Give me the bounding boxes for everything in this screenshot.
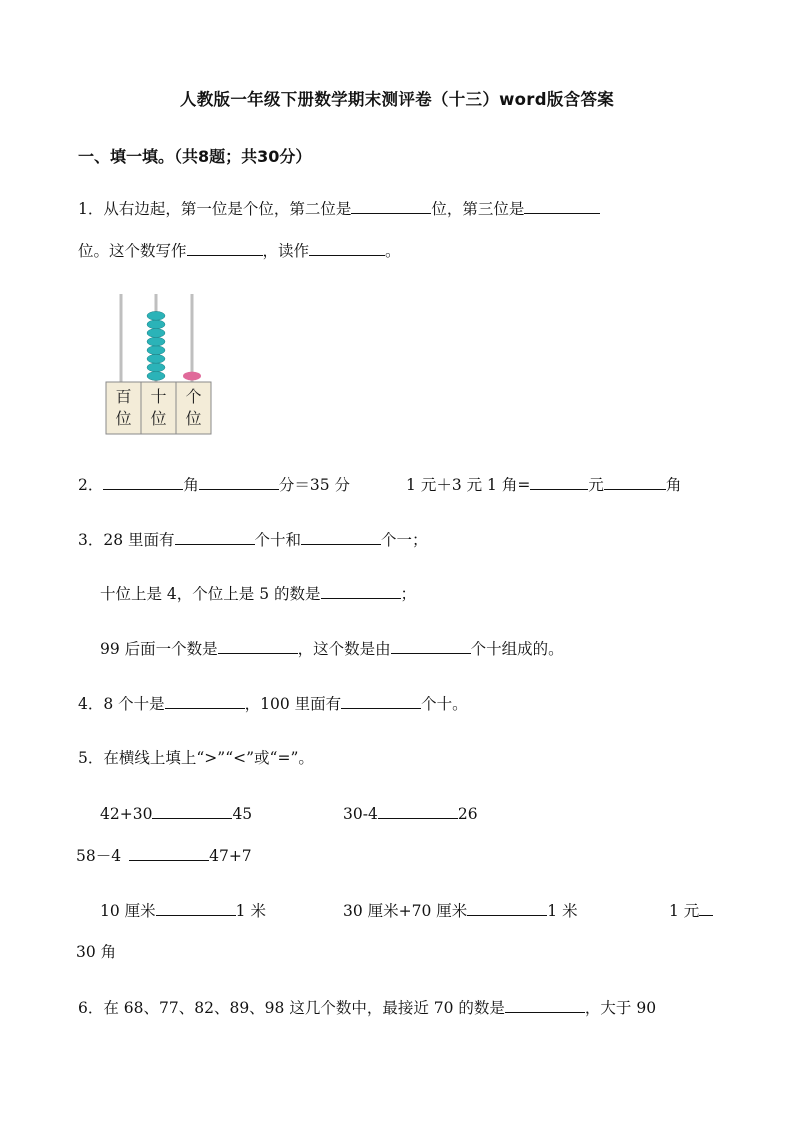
answer-blank[interactable]	[156, 900, 236, 916]
q3-line2: 十位上是 4，个位上是 5 的数是 ；	[100, 585, 417, 603]
abacus-bead	[183, 372, 201, 381]
abacus-label-text: 百	[115, 387, 132, 406]
answer-blank[interactable]	[378, 803, 458, 819]
answer-blank[interactable]	[152, 803, 232, 819]
abacus-bead	[147, 329, 165, 338]
answer-blank[interactable]	[505, 997, 585, 1013]
abacus-bead	[147, 320, 165, 329]
answer-blank[interactable]	[199, 474, 279, 490]
answer-blank[interactable]	[175, 529, 255, 545]
q5-row1-right: 30-4 26	[343, 805, 478, 823]
answer-blank[interactable]	[129, 845, 209, 861]
abacus-bead	[147, 311, 165, 320]
answer-blank[interactable]	[467, 900, 547, 916]
section-heading: 一、填一填。（共8题；共30分）	[78, 147, 312, 166]
q3-line3: 99 后面一个数是 ，这个数是由 个十组成的。	[100, 640, 564, 658]
answer-blank[interactable]	[103, 474, 183, 490]
q5-stem: 5．在横线上填上“>”“<”或“=”。	[78, 749, 314, 767]
answer-blank[interactable]	[351, 198, 431, 214]
q5-row3-left: 10 厘米 1 米	[100, 902, 266, 920]
abacus-rod	[120, 294, 123, 382]
answer-blank[interactable]	[530, 474, 588, 490]
abacus-label-text: 位	[150, 409, 167, 428]
q5-row3-middle: 30 厘米+70 厘米 1 米	[343, 902, 578, 920]
abacus-label-text: 位	[185, 409, 202, 428]
abacus-label-text: 个	[185, 387, 202, 406]
q4-line: 4．8 个十是 ，100 里面有 个十。	[78, 695, 468, 713]
answer-blank[interactable]	[391, 638, 471, 654]
q1-line2: 位。这个数写作 ，读作 。	[78, 242, 401, 260]
abacus-bead	[147, 337, 165, 346]
answer-blank[interactable]	[309, 240, 385, 256]
answer-blank[interactable]	[699, 900, 713, 916]
q3-line1: 3．28 里面有 个十和 个一；	[78, 531, 428, 549]
page-title: 人教版一年级下册数学期末测评卷（十三）word版含答案	[179, 90, 615, 109]
q5-row3-right: 1 元	[669, 900, 713, 921]
answer-blank[interactable]	[218, 638, 298, 654]
answer-blank[interactable]	[165, 693, 245, 709]
q5-row2: 58－4 47+7	[76, 847, 252, 865]
answer-blank[interactable]	[604, 474, 666, 490]
q5-row4: 30 角	[76, 943, 117, 961]
abacus-label-text: 十	[150, 387, 167, 406]
abacus-rod	[191, 294, 194, 382]
abacus-label-text: 位	[115, 409, 132, 428]
q1-line1: 1．从右边起，第一位是个位，第二位是 位，第三位是	[78, 198, 600, 219]
q6-line: 6．在 68、77、82、89、98 这几个数中，最接近 70 的数是 ，大于 90	[78, 999, 657, 1017]
abacus-bead	[147, 363, 165, 372]
answer-blank[interactable]	[524, 198, 600, 214]
abacus-bead	[147, 354, 165, 363]
answer-blank[interactable]	[187, 240, 263, 256]
abacus-bead	[147, 372, 165, 381]
abacus-bead	[147, 346, 165, 355]
abacus-figure	[104, 292, 224, 437]
answer-blank[interactable]	[321, 583, 401, 599]
q2-line: 2． 角 分＝35 分 1 元＋3 元 1 角= 元 角	[78, 476, 682, 494]
q5-row1-left: 42+30 45	[100, 805, 253, 823]
answer-blank[interactable]	[301, 529, 381, 545]
answer-blank[interactable]	[341, 693, 421, 709]
